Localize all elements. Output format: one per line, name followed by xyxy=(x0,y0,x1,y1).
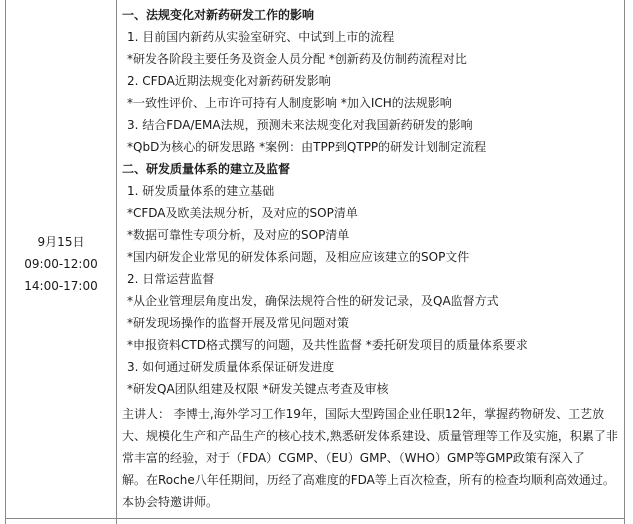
bio-line: 大、规模化生产和产品生产的核心技术,熟悉研发体系建设、质量管理等工作及实施，积累了非 xyxy=(122,429,618,443)
subsection-heading: 2. CFDA近期法规变化对新药研发影响 xyxy=(127,74,331,88)
subsection-heading: 1. 目前国内新药从实验室研究、中试到上市的流程 xyxy=(127,30,395,44)
bio-line: 解。在Roche八年任期间，历经了高难度的FDA等上百次检查，所有的检查均顺利高效通过。 xyxy=(122,473,615,487)
morning-time: 09:00-12:00 xyxy=(24,257,98,271)
subsection-heading: 3. 如何通过研发质量体系保证研发进度 xyxy=(127,360,335,374)
bio-line: 常丰富的经验，对于（FDA）CGMP、（EU）GMP、（WHO）GMP等GMP政策有深入了 xyxy=(122,451,585,465)
instructor-bio xyxy=(122,403,622,513)
bullet-item: *QbD为核心的研发思路 *案例：由TPP到QTPP的研发计划制定流程 xyxy=(127,140,487,154)
column-divider xyxy=(116,0,117,524)
subsection-heading: 2. 日常运营监督 xyxy=(127,272,215,286)
bio-line: 本协会特邀讲师。 xyxy=(122,495,219,509)
bullet-item: *一致性评价、上市许可持有人制度影响 *加入ICH的法规影响 xyxy=(127,96,452,110)
schedule-table xyxy=(5,0,625,524)
subsection-heading: 3. 结合FDA/EMA法规，预测未来法规变化对我国新药研发的影响 xyxy=(127,118,473,132)
bullet-item: *申报资料CTD格式撰写的问题，及共性监督 *委托研发项目的质量体系要求 xyxy=(127,338,528,352)
subsection-heading: 1. 研发质量体系的建立基础 xyxy=(127,184,275,198)
bullet-item: *国内研发企业常见的研发体系问题，及相应应该建立的SOP文件 xyxy=(127,250,470,264)
bullet-item: *研发现场操作的监督开展及常见问题对策 xyxy=(127,316,350,330)
afternoon-time: 14:00-17:00 xyxy=(24,279,98,293)
bio-line: 主讲人： 李博士,海外学习工作19年，国际大型跨国企业任职12年，掌握药物研发、工艺放 xyxy=(122,407,605,421)
date-cell xyxy=(6,0,116,518)
section-heading: 一、法规变化对新药研发工作的影响 xyxy=(122,8,315,22)
row-divider xyxy=(6,518,624,519)
session-date: 9月15日 xyxy=(37,235,85,249)
bullet-item: *CFDA及欧美法规分析，及对应的SOP清单 xyxy=(127,206,358,220)
bullet-item: *研发各阶段主要任务及资金人员分配 *创新药及仿制药流程对比 xyxy=(127,52,467,66)
section-heading: 二、研发质量体系的建立及监督 xyxy=(122,162,291,176)
bullet-item: *从企业管理层角度出发，确保法规符合性的研发记录，及QA监督方式 xyxy=(127,294,499,308)
bullet-item: *研发QA团队组建及权限 *研发关键点考查及审核 xyxy=(127,382,389,396)
bullet-item: *数据可靠性专项分析，及对应的SOP清单 xyxy=(127,228,350,242)
